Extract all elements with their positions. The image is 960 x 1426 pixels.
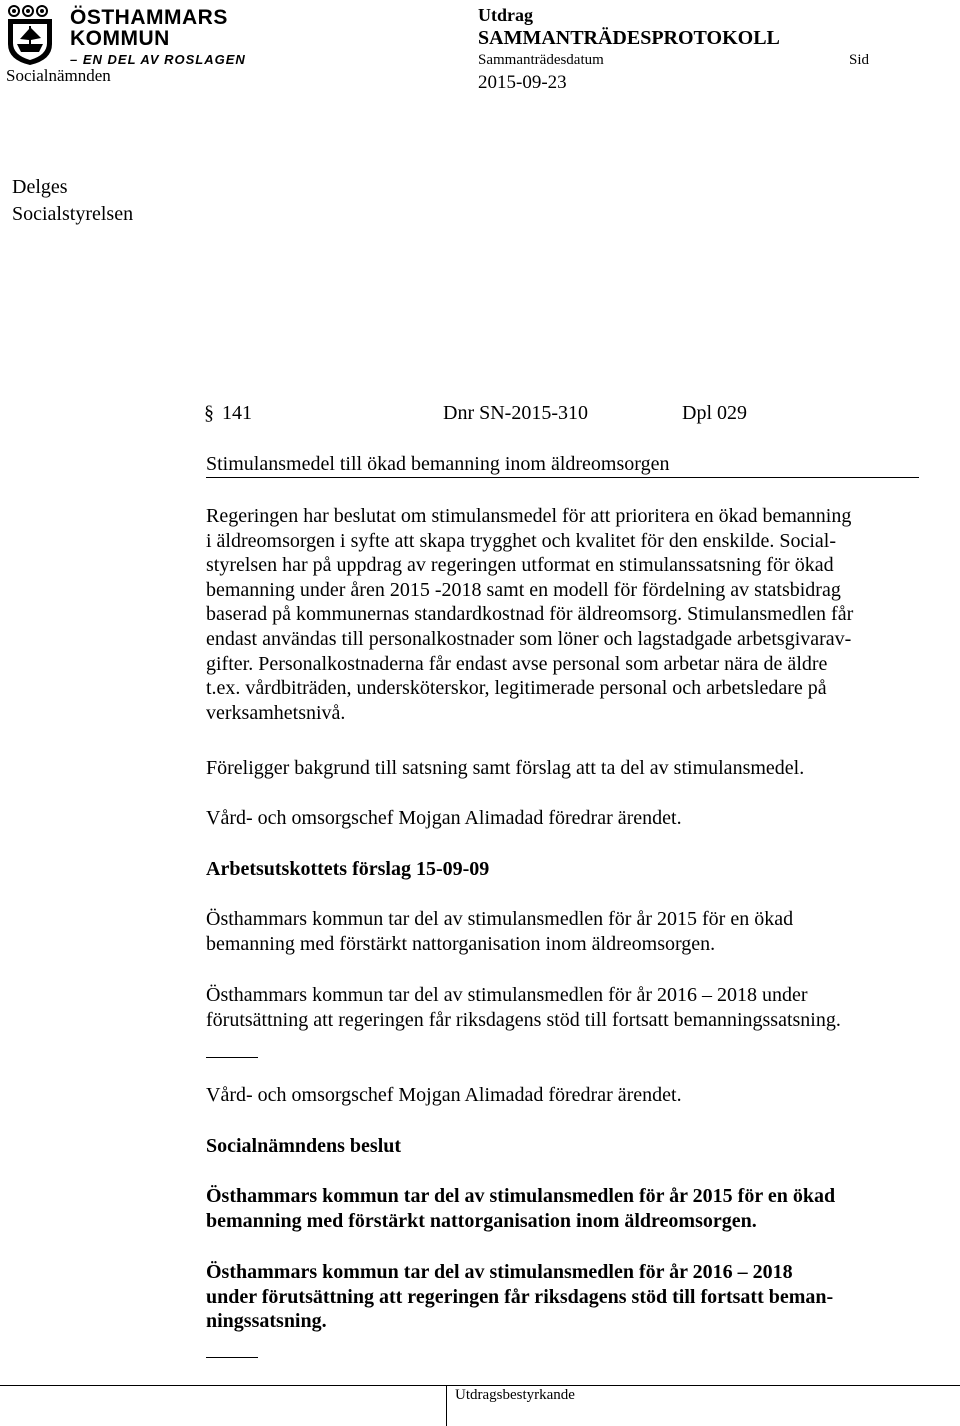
proposal-paragraph-2	[206, 983, 920, 1032]
logo-tagline: – EN DEL AV ROSLAGEN	[70, 52, 246, 67]
paragraph-number: 141	[222, 402, 252, 424]
proposal-paragraph-1	[206, 907, 920, 956]
text-line: Regeringen har beslutat om stimulansmedel för att prioritera en ökad bemanning	[206, 505, 852, 527]
municipality-logo	[4, 4, 246, 68]
text-line: bemanning under åren 2015 -2018 samt en modell för fördelning av statsbidrag	[206, 578, 841, 601]
presenter-paragraph-1: Vård- och omsorgschef Mojgan Alimadad föredrar ärendet.	[206, 807, 682, 829]
text-line: Östhammars kommun tar del av stimulansmedlen för år 2015 för en ökad	[206, 908, 794, 930]
presenter-paragraph-2: Vård- och omsorgschef Mojgan Alimadad föredrar ärendet.	[206, 1084, 682, 1106]
text-line: under förutsättning att regeringen får riksdagens stöd till fortsatt beman-	[206, 1285, 834, 1308]
certification-label: Utdragsbestyrkande	[455, 1387, 575, 1403]
footer-rule	[0, 1385, 960, 1386]
case-title: Stimulansmedel till ökad bemanning inom äldreomsorgen	[206, 453, 670, 475]
intro-paragraph	[206, 504, 920, 725]
meeting-date: 2015-09-23	[478, 72, 567, 93]
text-line: förutsättning att regeringen får riksdagens stöd till fortsatt bemanningssatsning.	[206, 1008, 841, 1031]
text-line: t.ex. vårdbiträden, undersköterskor, legitimerade personal och arbetsledare på	[206, 677, 827, 700]
decision-paragraph-1	[206, 1184, 920, 1233]
title-underline	[206, 477, 919, 478]
text-line: endast användas till personalkostnader som löner och lagstadgade arbetsgivarav-	[206, 627, 852, 650]
logo-line-1: ÖSTHAMMARS	[70, 6, 228, 29]
text-line: Östhammars kommun tar del av stimulansmedlen för år 2016 – 2018	[206, 1261, 793, 1283]
text-line: bemanning med förstärkt nattorganisation inom äldreomsorgen.	[206, 932, 716, 955]
organization-name: Socialnämnden	[6, 66, 111, 85]
meeting-date-label: Sammanträdesdatum	[478, 52, 604, 68]
distribution-recipient: Socialstyrelsen	[12, 203, 134, 225]
coat-of-arms-icon	[4, 4, 66, 66]
footer-divider	[446, 1385, 447, 1426]
text-line: bemanning med förstärkt nattorganisation inom äldreomsorgen.	[206, 1209, 757, 1232]
text-line: styrelsen har på uppdrag av regeringen utformat en stimulanssatsning för ökad	[206, 554, 834, 577]
committee-proposal-heading: Arbetsutskottets förslag 15-09-09	[206, 858, 490, 880]
text-line: Östhammars kommun tar del av stimulansmedlen för år 2016 – 2018 under	[206, 984, 808, 1006]
separator-line	[206, 1057, 258, 1058]
decision-heading: Socialnämndens beslut	[206, 1135, 402, 1157]
text-line: baserad på kommunernas standardkostnad för äldreomsorg. Stimulansmedlen får	[206, 603, 854, 626]
case-dpl: Dpl 029	[682, 402, 747, 424]
background-paragraph: Föreligger bakgrund till satsning samt förslag att ta del av stimulansmedel.	[206, 757, 805, 779]
decision-paragraph-2	[206, 1260, 920, 1334]
text-line: verksamhetsnivå.	[206, 701, 346, 724]
distribution-block	[12, 174, 133, 228]
document-type: Utdrag	[478, 5, 533, 25]
separator-line	[206, 1357, 258, 1358]
text-line: Östhammars kommun tar del av stimulansmedlen för år 2015 för en ökad	[206, 1185, 836, 1207]
case-dnr: Dnr SN-2015-310	[443, 402, 588, 424]
page-label: Sid	[849, 52, 870, 68]
distribution-label: Delges	[12, 176, 68, 198]
logo-line-2: KOMMUN	[70, 27, 170, 50]
text-line: i äldreomsorgen i syfte att skapa trygghet och kvalitet för den enskilde. Social-	[206, 529, 837, 552]
document-title: SAMMANTRÄDESPROTOKOLL	[478, 27, 780, 49]
paragraph-mark: §	[204, 402, 214, 424]
text-line: gifter. Personalkostnaderna får endast avse personal som arbetar nära de äldre	[206, 652, 828, 675]
text-line: ningssatsning.	[206, 1310, 327, 1333]
